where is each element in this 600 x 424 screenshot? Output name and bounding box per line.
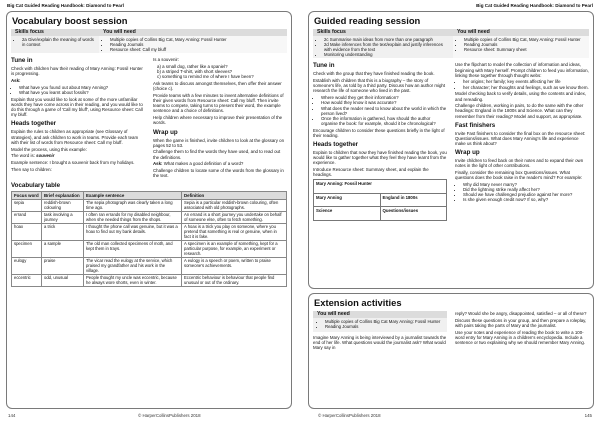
heads-together-paragraph: Explain to children that now they have finished reading the book, you would like to gather together what they feel they have learnt from the experience. [313,150,447,166]
page-number: 144 [8,413,16,418]
table-cell: Sepia is a particular reddish-brown colouring, often associated with old photographs. [182,200,287,212]
extension-column-2 [455,311,589,352]
you-will-need-item: • Reading Journals [110,42,283,47]
fast-finishers-heading: Fast finishers [455,121,496,129]
column-header: Definition [182,192,287,200]
table-row [314,193,447,207]
table-row [12,212,287,224]
tune-in-heading: Tune in [313,62,335,70]
tune-in-heading: Tune in [11,57,33,65]
heads-together-heading: Heads together [11,120,57,128]
list-item: • her origins; her family; key events affecting her life [463,79,589,84]
table-row [12,200,287,212]
skills-focus-item: • Monitoring understanding [324,52,449,57]
copyright: © HarperCollinsPublishers 2018 [318,413,381,418]
column-paragraph: Challenge children, working in pairs, to do the same with the other headings: England in the 1800s and Science. What can they remember from their reading? Model and support, as appropriate. [455,103,584,119]
you-will-need-list [313,318,447,332]
heads-together-paragraph: Introduce Resource sheet: Summary sheet, and explain the headings. [313,167,429,178]
column-paragraph: Provide teams with a few minutes to invent alternative definitions of their given words from Resource sheet: Call my bluff. Then invite teams to compete, taking turns to present their word, the example sentence and a choice of definitions. [153,93,284,114]
you-will-need-item: • Resource sheet: Call my bluff [110,47,283,52]
table-row [12,224,287,241]
table-row [12,241,287,258]
you-will-need-item: • Reading Journals [325,324,443,329]
wrap-up-item: • Is she given enough credit now? If so, why? [463,197,589,202]
vocabulary-table-heading: Vocabulary table [11,182,61,189]
table-cell: I thought the phone call was genuine, but it was a hoax to find out my bank details. [84,224,182,241]
tune-in-paragraph: Encourage children to consider these questions briefly in the light of their reading. [313,127,445,138]
you-will-need-heading: You will need [457,29,490,35]
body-column-1 [11,57,145,180]
option: b) a striped T-shirt, with short sleeves? [157,69,233,75]
table-cell: a sample [42,241,84,258]
wrap-up-paragraph: Finally, consider the remaining box Questions/issues. What questions does the book raise in the reader's mind? For example: [455,170,583,181]
table-cell: A specimen is an example of something, kept for a particular purpose, for example, an experiment or research. [182,241,287,258]
section-title: Guided reading session [314,15,421,26]
you-will-need-heading: You will need [317,311,350,317]
heads-together-heading: Heads together [313,141,359,149]
you-will-need-item: • Resource sheet: Summary sheet [464,47,585,52]
wrap-up-paragraph: Invite children to feed back on their notes and to expand their own notes in the light of other contributions. [455,158,584,169]
wrap-up-heading: Wrap up [455,149,480,157]
you-will-need-list [453,36,589,58]
skills-header-row [313,29,589,36]
skills-focus-heading: Skills focus [317,29,346,35]
section-title: Vocabulary boost session [12,15,128,26]
skills-focus-item: • 2a Give/explain the meaning of words in context [22,37,95,47]
tune-in-item: • What does the reader need to know about the world in which the person lived? [321,106,447,116]
table-cell: The old man collected specimens of moth, and kept them in trays. [84,241,182,258]
you-will-need-list [99,36,287,53]
table-row [314,207,447,221]
body-column-1 [313,62,447,220]
column-paragraph: Model checking back to verify details, using the contents and index, and rereading. [455,91,587,102]
tune-in-item: • Where would they get their information? [321,95,447,100]
wrap-up-item: • Should we have challenged prejudice against her more? [463,192,589,197]
table-cell: eulogy [12,258,42,275]
ask-label: Ask: [11,78,21,84]
wrap-up-paragraph: Challenge children to locate some of the words from the glossary in the text. [153,168,284,179]
table-row [12,258,287,275]
skills-focus-item: • 2c Summarise main ideas from more than one paragraph [324,37,449,42]
tune-in-item: • Once the information is gathered, how should the author organise the book: for example, should it be chronological? [321,116,447,126]
you-will-need-item: • Multiple copies of Collins Big Cat, Mary Anning: Fossil Hunter [110,37,283,42]
example-sentence: Example sentence: I brought a souvenir back from my holidays. [11,160,135,166]
table-cell: A hoax is a trick you play on someone, where you pretend that something is real or genuine, when in fact it is fake. [182,224,287,241]
body-columns [11,57,287,180]
wrap-up-question: What makes a good definition of a word? [163,161,244,167]
skills-focus-list [11,36,99,53]
table-cell: Mary Anning [314,193,381,207]
souvenir-question: Is a souvenir: [153,57,180,63]
tune-in-paragraph: Check with the group that they have finished reading the book. [313,71,435,77]
focus-word: souvenir [36,153,55,159]
option: c) something to remind me of where I have been? [157,74,254,80]
column-paragraph: Ask teams to discuss amongst themselves, then offer their answer (choice c). [153,81,282,92]
body-columns [313,62,589,220]
table-cell: Mary Anning: Fossil Hunter [314,180,447,194]
table-cell: England in 1800s [380,193,447,207]
skills-focus-heading: Skills focus [15,29,44,35]
section-title: Extension activities [314,297,402,308]
ask-item: • What have you found out about Mary Anning? [19,85,145,90]
wrap-up-item: • Why did Mary never marry? [463,182,589,187]
wrap-up-paragraph: Challenge them to find the words they have used, and to read out the definitions. [153,149,281,160]
extension-paragraph: Discuss these questions in your group, and then prepare a roleplay, with pairs taking the parts of Mary and the journalist. [455,317,587,328]
page-number: 145 [584,413,592,418]
heads-together-paragraph: Model the process, using this example: [11,146,87,152]
extension-paragraph: reply? Would she be angry, disappointed, satisfied – or all of these? [455,311,587,316]
running-header: Big Cat Guided Reading Handbook: Diamond to Pearl [7,3,124,8]
skills-row [11,36,287,53]
table-cell: A eulogy is a speech or poem, written to praise someone's achievements. [182,258,287,275]
table-cell: praise [42,258,84,275]
option: a) a small dog, rather like a spaniel? [157,64,228,70]
extension-paragraph: Use your notes and experience of reading the book to write a 100-word entry for Mary Anning in a children's encyclopedia. Include a sentence or two explaining why we should remember Mary Anning. [455,329,586,345]
table-cell: reddish-brown colouring [42,200,84,212]
column-paragraph: Help children where necessary to improve their presentation of the words. [153,115,283,126]
running-header: Big Cat Guided Reading Handbook: Diamond to Pearl [476,3,593,8]
extension-columns [313,311,589,352]
table-cell: People thought my uncle was eccentric, because he always wore shorts, even in winter. [84,275,182,287]
table-cell: The sepia photograph was clearly taken a long time ago. [84,200,182,212]
tune-in-item: • How would they know it was accurate? [321,100,447,105]
tune-in-paragraph: Explain that you would like to look at some of the more unfamiliar words they have come across in their reading, and you would like to do this through a game of 'Call my bluff', using Resource sheet: Call my bluff. [11,96,143,118]
column-paragraph: Use the flipchart to model the collection of information and ideas, beginning with Mary herself. Prompt children to feed you information, linking these together through thought webs: [455,62,589,78]
table-cell: The vicar read the eulogy at the service, which praised my grandfather and his work in the village. [84,258,182,275]
table-cell: Science [314,207,381,221]
table-cell: hoax [12,224,42,241]
then-say: Then say to children: [11,166,52,172]
extension-paragraph: Imagine Mary Anning is being interviewed by a journalist towards the end of her life. What questions would the journalist ask? What would Mary say in [313,334,447,351]
tune-in-paragraph: Check with children how their reading of Mary Anning: Fossil Hunter is progressing. [11,66,143,77]
column-header: Example sentence [84,192,182,200]
wrap-up-paragraph: When the game is finished, invite children to look at the glossary on pages 52 to 53. [153,137,285,148]
column-header: Focus word [12,192,42,200]
table-cell: eccentric [12,275,42,287]
guided-reading-panel [308,11,594,289]
ask-item: • What have you learnt about fossils? [19,90,145,95]
table-cell: a trick [42,224,84,241]
you-will-need-header [313,311,447,318]
fast-finishers-paragraph: Invite Fast finishers to consider the final box on the resource sheet: Questions/issues. What does Mary Anning's life and experience make us think about? [455,130,586,147]
skills-row [313,36,589,58]
word-line [11,153,145,158]
extension-activities-panel [308,293,594,409]
skills-focus-item: • 2d Make inferences from the text/explain and justify inferences with evidence from the text [324,42,449,52]
you-will-need-item: • Multiple copies of Collins Big Cat, Mary Anning: Fossil Hunter [464,37,585,42]
tune-in-paragraph: Establish with children that this is a biography – the story of someone's life, as told by a third party. Discuss how an author might research the life of someone who lived in the past. [313,78,446,94]
table-cell: I often ran errands for my disabled neighbour, when she needed things from the shops. [84,212,182,224]
vocabulary-table [11,191,287,287]
list-item: • her character; her thoughts and feelings, such as we know them. [463,85,589,90]
skills-header-row [11,29,287,36]
table-cell: odd, unusual [42,275,84,287]
column-header: Brief explanation [42,192,84,200]
table-cell: Questions/issues [380,207,447,221]
vocabulary-table-section [11,182,287,287]
table-cell: An errand is a short journey you undertake on behalf of someone else, often to fetch something. [182,212,287,224]
wrap-up-item: • Did the lightning strike really affect her? [463,187,589,192]
right-page [300,0,600,424]
body-column-2 [455,62,589,220]
skills-focus-list [313,36,453,58]
vocabulary-table-header [12,192,287,200]
table-row [314,180,447,194]
table-cell: task involving a journey [42,212,84,224]
copyright: © HarperCollinsPublishers 2018 [138,413,201,418]
wrap-up-heading: Wrap up [153,128,178,136]
table-cell: specimen [12,241,42,258]
table-cell: Eccentric behaviour is behaviour that people find unusual or out of the ordinary. [182,275,287,287]
extension-column-1 [313,311,447,352]
heads-together-paragraph: Explain the rules to children as appropriate (see Glossary of strategies), and ask children to work in teams. Provide each team with their list of words from Resource sheet: Call my bluff. [11,129,139,145]
vocabulary-boost-panel [6,11,292,409]
table-cell: errand [12,212,42,224]
summary-sheet-table [313,179,447,221]
word-label: The word is: [11,153,35,159]
table-row [12,275,287,287]
you-will-need-item: • Reading Journals [464,42,585,47]
body-column-2: Is a souvenir: a) a small dog, rather like a spaniel? b) a striped T-shirt, with short sleeves? c) something to remind me of where I have been? Ask teams to discuss amongst themselves, then offer their answer (choice c). Provide teams with a few minutes to invent alternative definitions of their given words from Resource sheet: Call my bluff. Then invite teams to compete, taking turns to present their word, the example sentence and a choice of definitions. Help children where necessary to improve their presentation of the words. Wrap up When the game is finished, invite children to look at the glossary on pages 52 to 53. Challenge them to find the words they have used, and to read out the definitions. Ask: What makes a good definition of a word? Challenge children to locate some of the words from the glossary in the text. [153,57,287,180]
you-will-need-heading: You will need [103,29,136,35]
table-cell: sepia [12,200,42,212]
you-will-need-item: • Multiple copies of Collins Big Cat Mary Anning: Fossil Hunter [325,319,443,324]
